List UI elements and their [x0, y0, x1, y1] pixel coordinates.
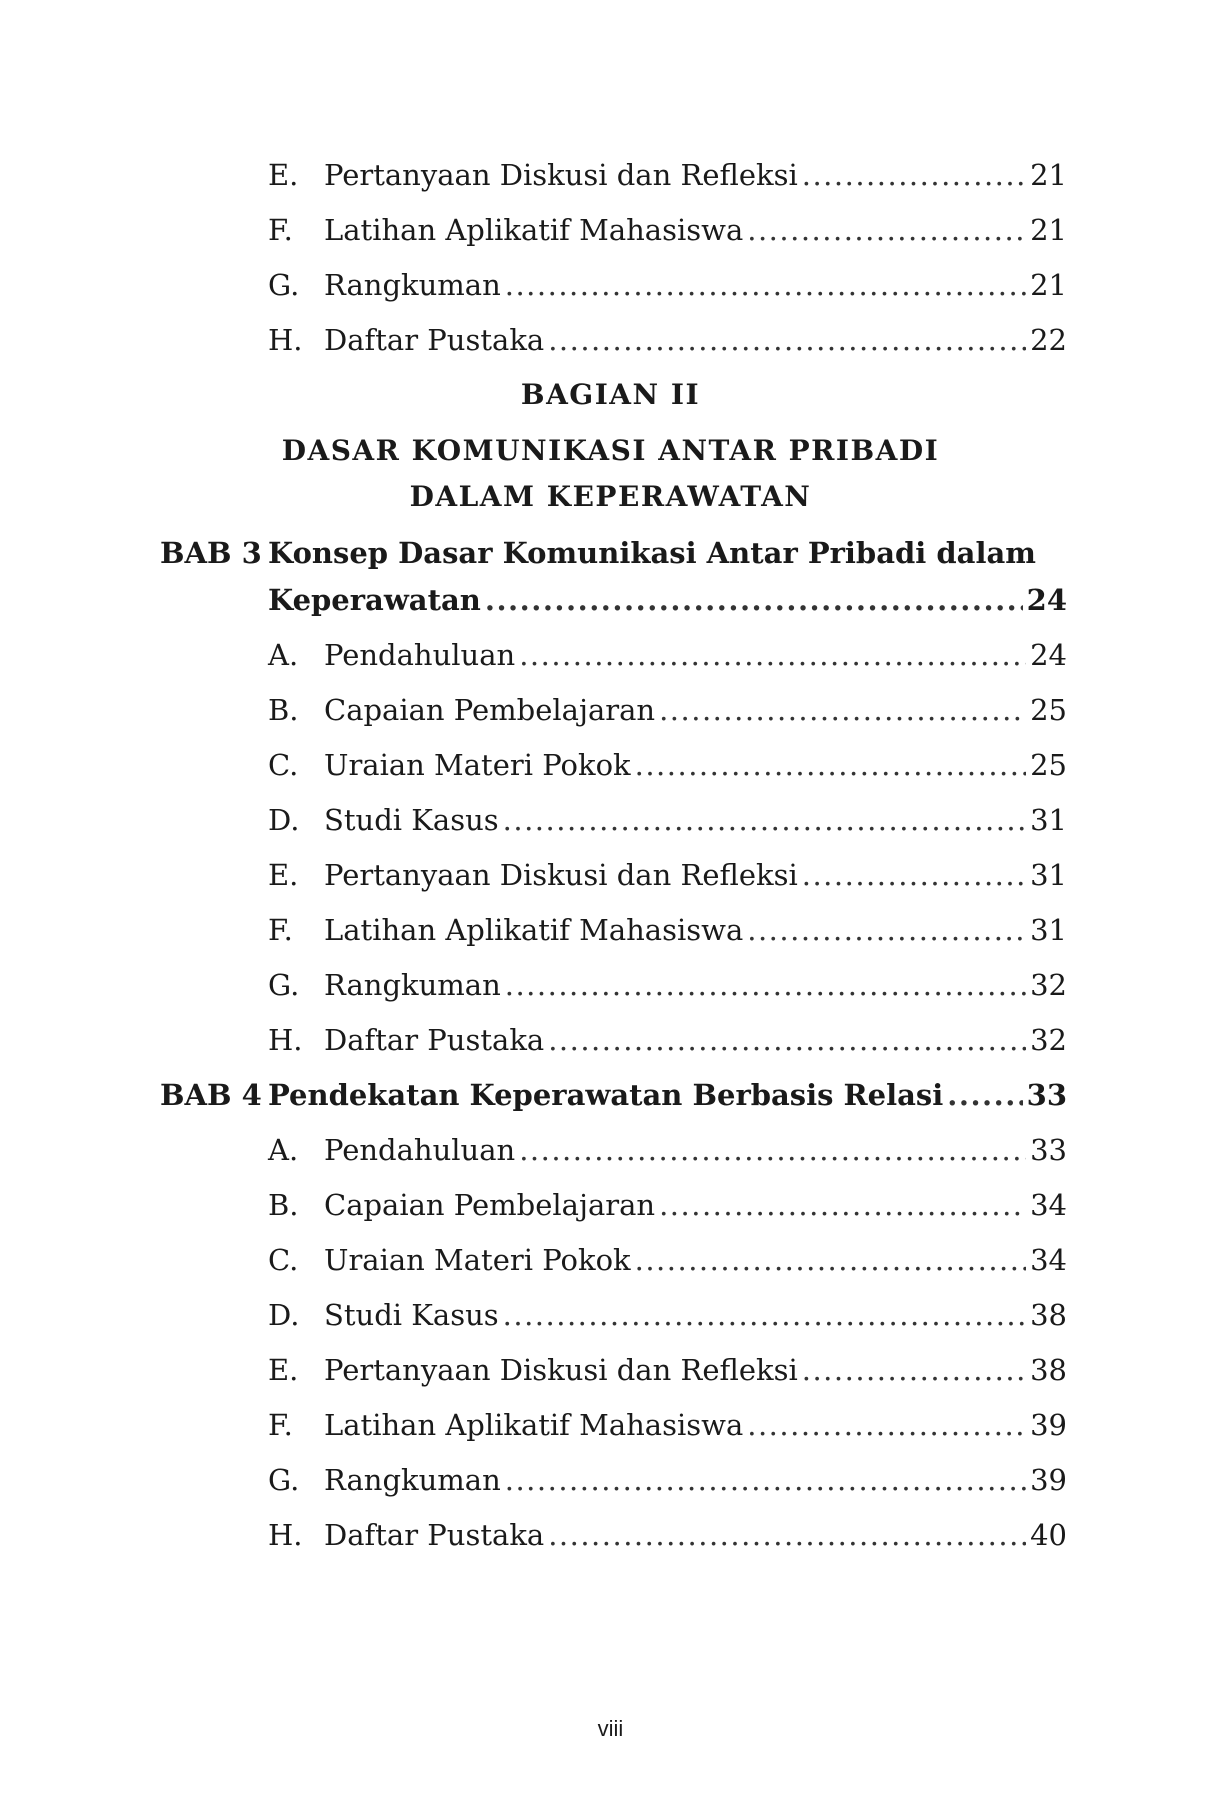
toc-entry[interactable] [268, 1408, 1067, 1442]
chapter-title-line1[interactable]: Konsep Dasar Komunikasi Antar Pribadi dalam [268, 536, 1036, 570]
dot-leader [802, 858, 1026, 892]
chapter-entry[interactable] [268, 1078, 1067, 1112]
entry-letter: H. [268, 1518, 303, 1552]
chapter-entry[interactable] [268, 583, 1067, 617]
entry-title: Latihan Aplikatif Mahasiswa [324, 913, 744, 947]
toc-entry[interactable] [268, 1133, 1067, 1167]
part-title-line1: DASAR KOMUNIKASI ANTAR PRIBADI [281, 434, 940, 467]
entry-page: 38 [1030, 1353, 1067, 1387]
dot-leader [503, 803, 1026, 837]
entry-title: Daftar Pustaka [324, 323, 545, 357]
entry-letter: B. [268, 693, 299, 727]
dot-leader [802, 1353, 1026, 1387]
toc-entry[interactable] [268, 803, 1067, 837]
toc-entry[interactable] [268, 693, 1067, 727]
toc-entry[interactable] [268, 323, 1067, 357]
toc-entry[interactable] [268, 158, 1067, 192]
entry-page: 21 [1030, 213, 1067, 247]
dot-leader [503, 1298, 1026, 1332]
entry-page: 21 [1030, 268, 1067, 302]
toc-entry[interactable] [268, 1298, 1067, 1332]
dot-leader [485, 583, 1023, 617]
dot-leader [519, 1133, 1026, 1167]
dot-leader [505, 1463, 1026, 1497]
toc-entry[interactable] [268, 968, 1067, 1002]
dot-leader [548, 323, 1026, 357]
entry-letter: H. [268, 323, 303, 357]
page-number: viii [597, 1716, 624, 1741]
dot-leader [659, 693, 1026, 727]
entry-title: Studi Kasus [324, 803, 499, 837]
toc-entry[interactable] [268, 1353, 1067, 1387]
dot-leader [548, 1518, 1026, 1552]
entry-letter: D. [268, 1298, 300, 1332]
dot-leader [635, 748, 1026, 782]
entry-letter: E. [268, 158, 299, 192]
entry-page: 24 [1030, 638, 1067, 672]
entry-page: 22 [1030, 323, 1067, 357]
entry-letter: E. [268, 1353, 299, 1387]
toc-entry[interactable] [268, 268, 1067, 302]
entry-title: Pertanyaan Diskusi dan Refleksi [324, 158, 798, 192]
toc-entry[interactable] [268, 1188, 1067, 1222]
toc-entry[interactable] [268, 858, 1067, 892]
entry-letter: A. [268, 1133, 299, 1167]
entry-page: 25 [1030, 748, 1067, 782]
toc-entry[interactable] [268, 213, 1067, 247]
entry-page: 34 [1030, 1188, 1067, 1222]
entry-letter: G. [268, 968, 300, 1002]
dot-leader [635, 1243, 1026, 1277]
entry-title: Pendahuluan [324, 1133, 516, 1167]
chapter-page: 24 [1026, 583, 1067, 617]
entry-page: 31 [1030, 913, 1067, 947]
chapter-page: 33 [1026, 1078, 1067, 1112]
entry-page: 40 [1030, 1518, 1067, 1552]
toc-entry[interactable] [268, 638, 1067, 672]
entry-page: 25 [1030, 693, 1067, 727]
entry-page: 21 [1030, 158, 1067, 192]
entry-page: 39 [1030, 1408, 1067, 1442]
entry-page: 39 [1030, 1463, 1067, 1497]
entry-page: 32 [1030, 1023, 1067, 1057]
entry-title: Studi Kasus [324, 1298, 499, 1332]
chapter-title: Pendekatan Keperawatan Berbasis Relasi [268, 1078, 944, 1112]
entry-title: Latihan Aplikatif Mahasiswa [324, 1408, 744, 1442]
entry-title: Latihan Aplikatif Mahasiswa [324, 213, 744, 247]
entry-title: Daftar Pustaka [324, 1518, 545, 1552]
entry-letter: H. [268, 1023, 303, 1057]
dot-leader [747, 213, 1026, 247]
entry-letter: F. [268, 213, 293, 247]
entry-title: Pertanyaan Diskusi dan Refleksi [324, 1353, 798, 1387]
chapter-label: BAB 4 [160, 1078, 262, 1112]
entry-title: Capaian Pembelajaran [324, 1188, 656, 1222]
dot-leader [947, 1078, 1022, 1112]
toc-entry[interactable] [268, 1463, 1067, 1497]
entry-title: Uraian Materi Pokok [324, 1243, 631, 1277]
chapter-label: BAB 3 [160, 536, 262, 570]
entry-page: 31 [1030, 803, 1067, 837]
entry-letter: E. [268, 858, 299, 892]
entry-page: 33 [1030, 1133, 1067, 1167]
toc-entry[interactable] [268, 1518, 1067, 1552]
entry-letter: F. [268, 1408, 293, 1442]
dot-leader [519, 638, 1026, 672]
toc-entry[interactable] [268, 1023, 1067, 1057]
part-label: BAGIAN II [520, 378, 701, 411]
dot-leader [659, 1188, 1026, 1222]
dot-leader [505, 268, 1026, 302]
entry-title: Daftar Pustaka [324, 1023, 545, 1057]
entry-letter: G. [268, 268, 300, 302]
entry-title: Pendahuluan [324, 638, 516, 672]
entry-page: 31 [1030, 858, 1067, 892]
entry-title: Rangkuman [324, 268, 501, 302]
entry-page: 38 [1030, 1298, 1067, 1332]
dot-leader [747, 1408, 1026, 1442]
toc-entry[interactable] [268, 913, 1067, 947]
dot-leader [802, 158, 1026, 192]
entry-title: Capaian Pembelajaran [324, 693, 656, 727]
entry-letter: B. [268, 1188, 299, 1222]
dot-leader [548, 1023, 1026, 1057]
entry-letter: C. [268, 748, 299, 782]
toc-entry[interactable] [268, 748, 1067, 782]
entry-letter: D. [268, 803, 300, 837]
entry-page: 32 [1030, 968, 1067, 1002]
dot-leader [505, 968, 1026, 1002]
chapter-title-line2: Keperawatan [268, 583, 481, 617]
part-title-line2: DALAM KEPERAWATAN [409, 480, 812, 513]
entry-letter: G. [268, 1463, 300, 1497]
dot-leader [747, 913, 1026, 947]
entry-letter: F. [268, 913, 293, 947]
entry-title: Rangkuman [324, 968, 501, 1002]
entry-letter: A. [268, 638, 299, 672]
entry-page: 34 [1030, 1243, 1067, 1277]
entry-letter: C. [268, 1243, 299, 1277]
toc-entry[interactable] [268, 1243, 1067, 1277]
entry-title: Pertanyaan Diskusi dan Refleksi [324, 858, 798, 892]
entry-title: Uraian Materi Pokok [324, 748, 631, 782]
entry-title: Rangkuman [324, 1463, 501, 1497]
